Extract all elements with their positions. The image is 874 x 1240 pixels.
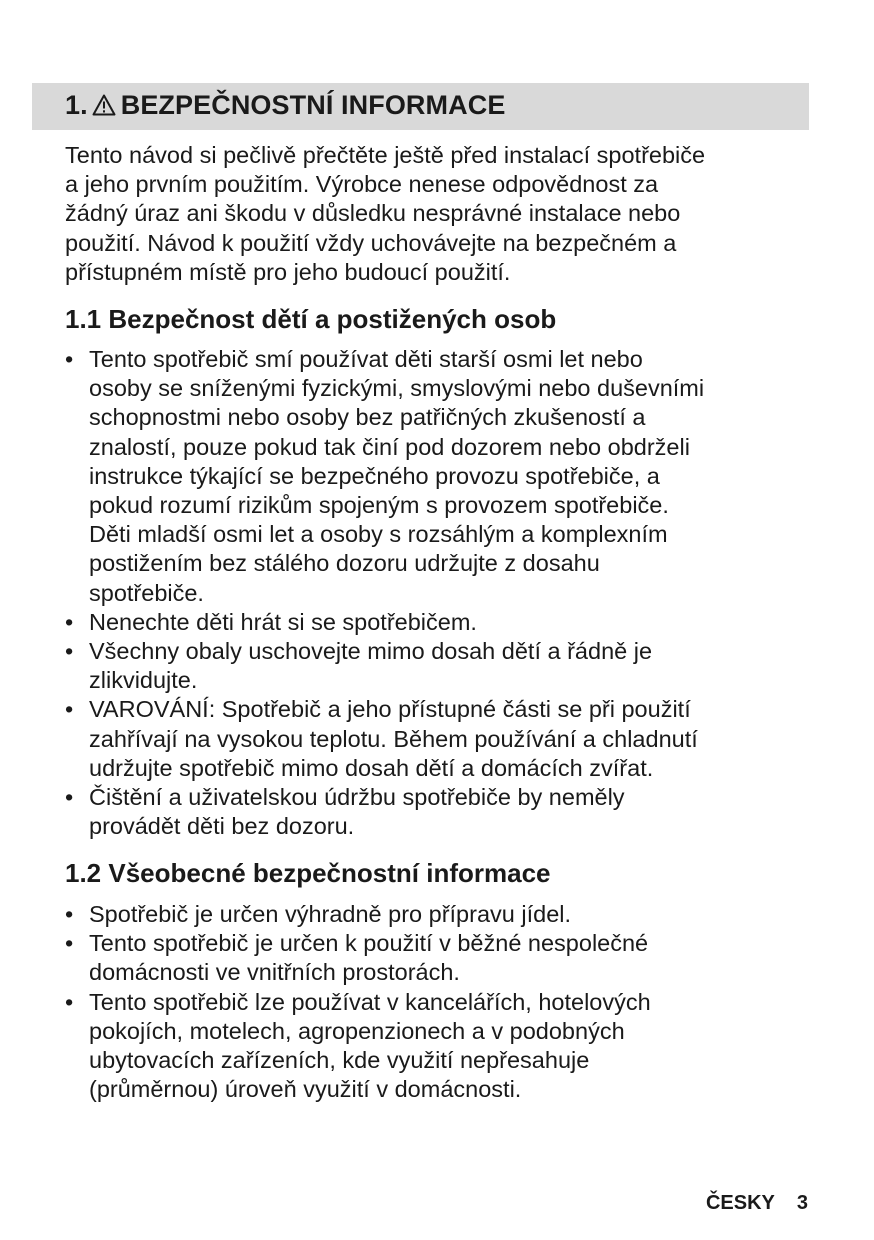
section-title — [65, 90, 505, 123]
list-item-line: znalostí, pouze pokud tak činí pod dozorem nebo obdrželi — [89, 433, 690, 460]
intro-line: přístupném místě pro jeho budoucí použití. — [65, 258, 511, 285]
intro-line: a jeho prvním použitím. Výrobce nenese odpovědnost za — [65, 171, 659, 198]
list-item-line: VAROVÁNÍ: Spotřebič a jeho přístupné části se při použití — [89, 696, 691, 723]
list-item-line: osoby se sníženými fyzickými, smyslovými nebo duševními — [89, 375, 705, 402]
list-item-line: instrukce týkající se bezpečného provozu spotřebiče, a — [89, 462, 660, 489]
list-item-line: domácnosti ve vnitřních prostorách. — [89, 959, 460, 986]
list-item-line: Děti mladší osmi let a osoby s rozsáhlým a komplexním — [89, 521, 668, 548]
list-item — [65, 988, 845, 1105]
section-header-bar — [32, 83, 809, 130]
list-item-line: schopnostmi nebo osoby bez patřičných zkušeností a — [89, 404, 646, 431]
list-item-line: udržujte spotřebič mimo dosah dětí a domácích zvířat. — [89, 754, 654, 781]
warning-triangle-icon — [92, 92, 116, 123]
bullet-icon: • — [65, 784, 74, 811]
list-item — [65, 783, 845, 841]
bullet-icon: • — [65, 930, 74, 957]
intro-line: žádný úraz ani škodu v důsledku nesprávné instalace nebo — [65, 200, 681, 227]
list-item-line: Tento spotřebič smí používat děti starší osmi let nebo — [89, 346, 643, 372]
bullet-icon: • — [65, 346, 74, 372]
page-number: 3 — [796, 1192, 808, 1214]
list-item — [65, 695, 845, 783]
list-item — [65, 608, 845, 637]
list-item — [65, 900, 845, 929]
general-safety-list — [65, 900, 845, 1104]
section-title-text: BEZPEČNOSTNÍ INFORMACE — [120, 90, 506, 120]
list-item-line: zlikvidujte. — [89, 667, 198, 694]
list-item-line: Čištění a uživatelskou údržbu spotřebiče by neměly — [89, 784, 625, 811]
bullet-icon: • — [65, 901, 74, 927]
list-item-line: ubytovacích zařízeních, kde využití nepřesahuje — [89, 1047, 590, 1074]
bullet-icon: • — [65, 608, 74, 635]
list-item-line: postižením bez stálého dozoru udržujte z dosahu — [89, 550, 600, 577]
intro-line: Tento návod si pečlivě přečtěte ještě před instalací spotřebiče — [65, 142, 706, 168]
intro-paragraph — [65, 141, 825, 287]
bullet-icon: • — [65, 988, 74, 1015]
list-item-line: (průměrnou) úroveň využití v domácnosti. — [89, 1076, 522, 1103]
list-item — [65, 637, 845, 695]
list-item — [65, 345, 845, 608]
subsection-heading-general-safety: 1.2 Všeobecné bezpečnostní informace — [65, 858, 551, 888]
list-item-line: Spotřebič je určen výhradně pro přípravu jídel. — [89, 901, 572, 927]
list-item — [65, 929, 845, 987]
list-item-line: provádět děti bez dozoru. — [89, 813, 355, 840]
subsection-heading-child-safety: 1.1 Bezpečnost dětí a postižených osob — [65, 304, 557, 334]
list-item-line: Nenechte děti hrát si se spotřebičem. — [89, 608, 477, 635]
list-item-line: spotřebiče. — [89, 579, 204, 606]
footer-language: ČESKY — [705, 1192, 775, 1214]
list-item-line: pokojích, motelech, agropenzionech a v podobných — [89, 1017, 625, 1044]
list-item-line: Tento spotřebič lze používat v kancelářích, hotelových — [89, 988, 651, 1015]
list-item-line: Tento spotřebič je určen k použití v běžné nespolečné — [89, 930, 649, 957]
bullet-icon: • — [65, 696, 74, 723]
list-item-line: pokud rozumí rizikům spojeným s provozem spotřebiče. — [89, 492, 669, 519]
child-safety-list — [65, 345, 845, 841]
list-item-line: Všechny obaly uschovejte mimo dosah dětí a řádně je — [89, 638, 653, 665]
list-item-line: zahřívají na vysokou teplotu. Během používání a chladnutí — [89, 725, 698, 752]
page-footer — [706, 1192, 808, 1215]
section-number: 1. — [65, 90, 88, 120]
bullet-icon: • — [65, 638, 74, 665]
intro-line: použití. Návod k použití vždy uchovávejte na bezpečném a — [65, 229, 677, 256]
